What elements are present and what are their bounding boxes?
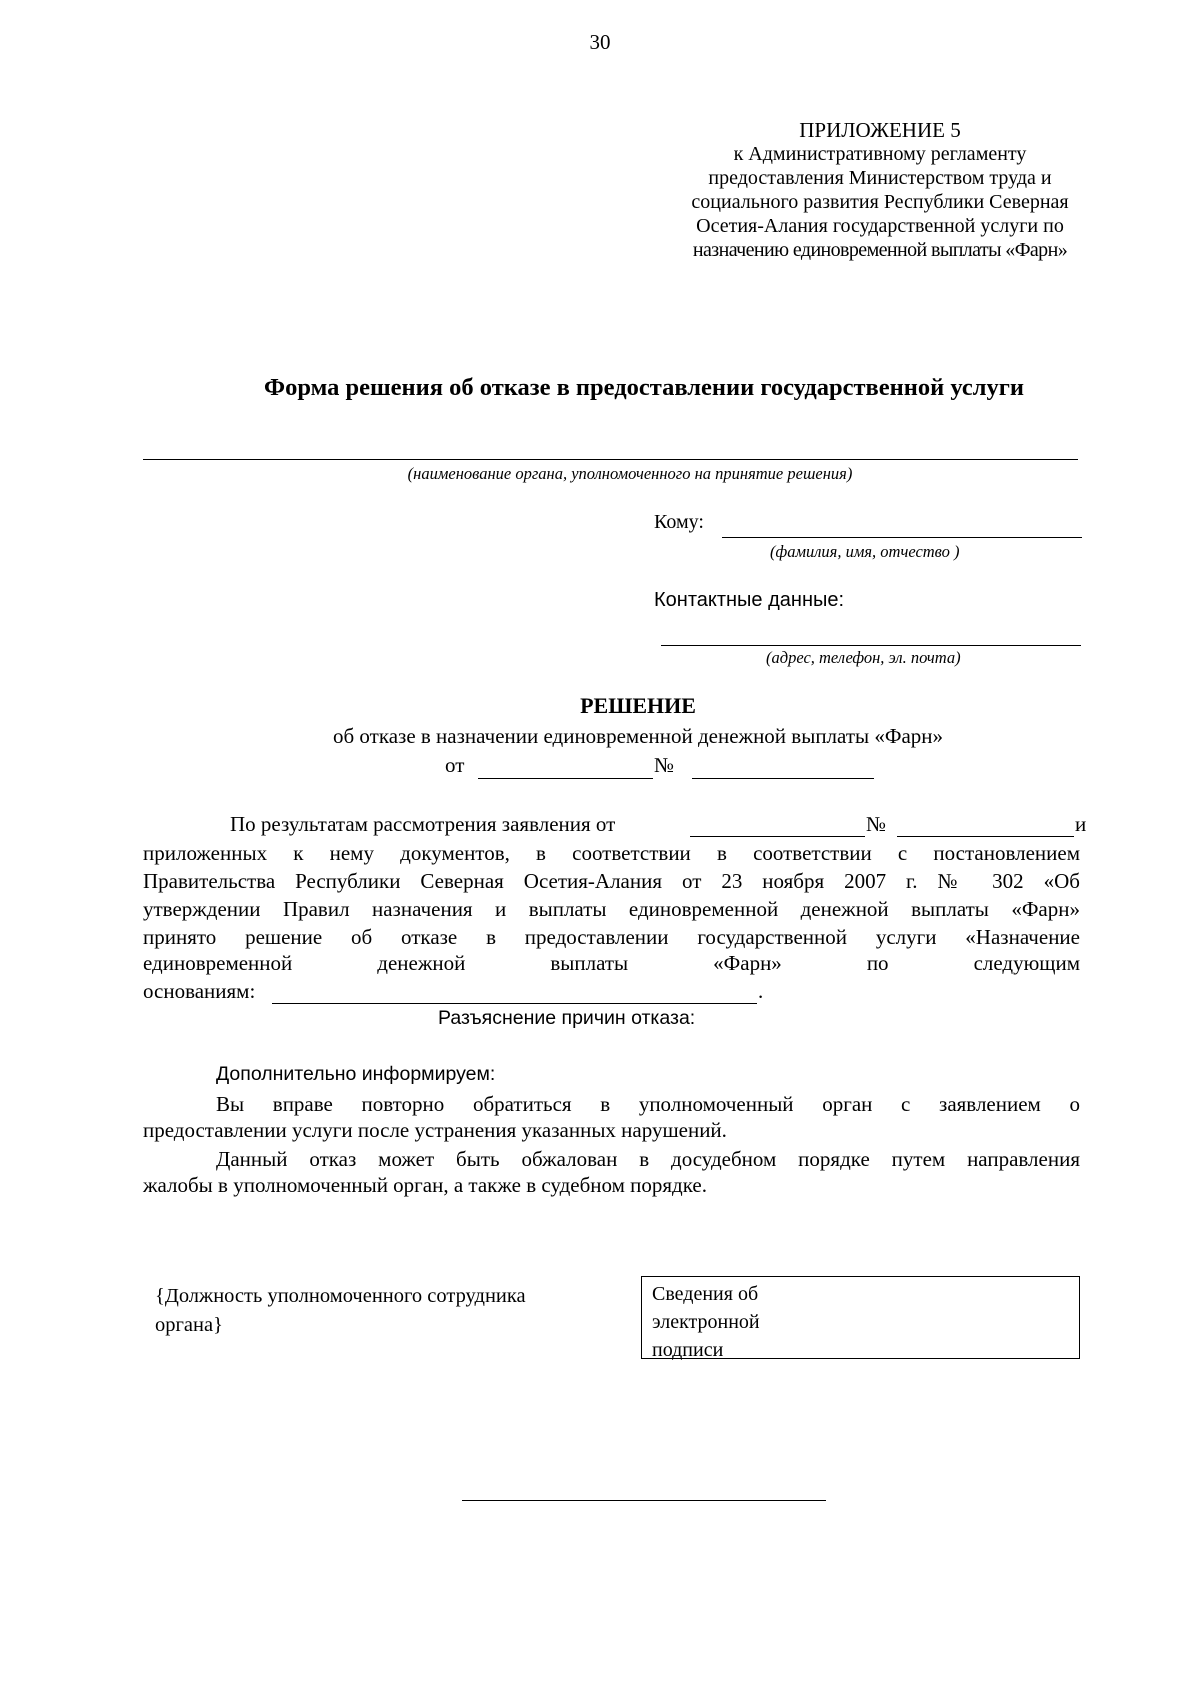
esign-line: электронной xyxy=(652,1311,760,1333)
body-word: «Фарн» xyxy=(713,951,782,975)
body-line-end: и xyxy=(1075,812,1087,836)
grounds-line[interactable] xyxy=(272,1003,757,1004)
explanation-label: Разъяснение причин отказа: xyxy=(438,1007,696,1029)
authority-name-line[interactable] xyxy=(143,459,1078,460)
page-number: 30 xyxy=(589,30,611,54)
official-position-line: {Должность уполномоченного сотрудника xyxy=(155,1285,526,1307)
info-paragraph-line: Вы вправе повторно обратиться в уполномоченный орган с заявлением о xyxy=(216,1092,1080,1116)
grounds-end: . xyxy=(758,979,764,1003)
authority-hint: (наименование органа, уполномоченного на принятие решения) xyxy=(407,464,853,483)
info-paragraph-line: жалобы в уполномоченный орган, а также в судебном порядке. xyxy=(143,1173,707,1197)
grounds-label: основаниям: xyxy=(143,979,256,1003)
electronic-signature-box xyxy=(641,1276,1080,1359)
body-word: единовременной xyxy=(143,951,293,975)
official-position-line: органа} xyxy=(155,1314,223,1336)
info-paragraph-line: предоставлении услуги после устранения указанных нарушений. xyxy=(143,1118,727,1142)
form-title: Форма решения об отказе в предоставлении государственной услуги xyxy=(264,374,1024,401)
body-line-start: По результатам рассмотрения заявления от xyxy=(230,812,616,836)
body-word: по xyxy=(866,951,889,975)
contacts-label: Контактные данные: xyxy=(654,589,845,611)
decision-heading: РЕШЕНИЕ xyxy=(580,693,696,718)
official-position xyxy=(155,1282,526,1340)
appendix-line: предоставления Министерством труда и xyxy=(708,167,1052,189)
body-line: принято решение об отказе в предоставлении государственной услуги «Назначение xyxy=(143,925,1080,949)
contacts-line[interactable] xyxy=(661,645,1081,646)
decision-date-line[interactable] xyxy=(478,778,653,779)
body-word: денежной xyxy=(377,951,466,975)
decision-number-line[interactable] xyxy=(692,778,874,779)
body-word: выплаты xyxy=(550,951,629,975)
recipient-name-line[interactable] xyxy=(722,537,1082,538)
esign-line: Сведения об xyxy=(652,1283,759,1305)
application-number-line[interactable] xyxy=(897,836,1074,837)
decision-date-prefix: от xyxy=(445,753,465,777)
application-date-line[interactable] xyxy=(690,836,865,837)
decision-subtitle: об отказе в назначении единовременной денежной выплаты «Фарн» xyxy=(332,724,943,748)
footer-divider xyxy=(462,1500,826,1501)
appendix-line: Осетия-Алания государственной услуги по xyxy=(696,215,1064,237)
info-paragraph-line: Данный отказ может быть обжалован в досудебном порядке путем направления xyxy=(216,1147,1080,1171)
contacts-hint: (адрес, телефон, эл. почта) xyxy=(766,648,961,667)
body-line: утверждении Правил назначения и выплаты единовременной денежной выплаты «Фарн» xyxy=(143,897,1080,921)
recipient-hint: (фамилия, имя, отчество ) xyxy=(770,542,960,561)
recipient-label: Кому: xyxy=(654,511,704,533)
body-word: следующим xyxy=(973,951,1080,975)
additional-info-label: Дополнительно информируем: xyxy=(216,1063,496,1085)
appendix-line: назначению единовременной выплаты «Фарн» xyxy=(692,239,1068,261)
body-line: Правительства Республики Северная Осетия-Алания от 23 ноября 2007 г. № 302 «Об xyxy=(143,869,1080,893)
body-spread-line xyxy=(143,951,1080,976)
appendix-header xyxy=(640,118,1120,262)
appendix-line: социального развития Республики Северная xyxy=(691,191,1069,213)
application-number-sign: № xyxy=(866,812,887,836)
appendix-line: к Административному регламенту xyxy=(733,143,1027,165)
appendix-title: ПРИЛОЖЕНИЕ 5 xyxy=(799,118,961,142)
body-line: приложенных к нему документов, в соответствии в соответствии с постановлением xyxy=(143,841,1080,865)
decision-number-sign: № xyxy=(654,753,675,777)
esign-line: подписи xyxy=(652,1339,724,1361)
